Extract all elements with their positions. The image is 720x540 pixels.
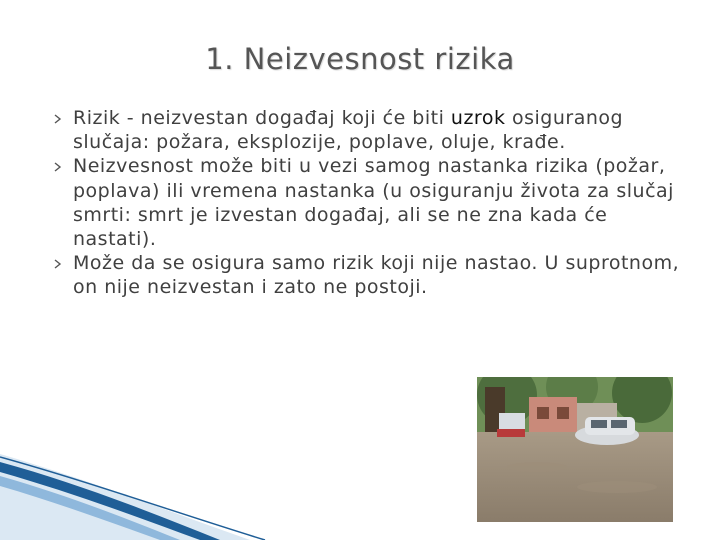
bullet-item-2 bbox=[50, 154, 690, 251]
bullet-list bbox=[50, 106, 690, 300]
bullet-arrow-icon bbox=[54, 114, 62, 124]
bullet-text: Neizvesnost može biti u vezi samog nastanka rizika (požar, poplava) ili vremena nastanka (u osiguranju života za slučaj smrti: smrt je izvestan događaj, ali se ne zna kada će nastati). bbox=[73, 155, 674, 251]
flood-photo bbox=[477, 377, 673, 522]
bullet-item-3 bbox=[50, 251, 690, 299]
bullet-text-start: Rizik - neizvestan događaj koji će biti bbox=[73, 107, 451, 129]
bullet-text-end: osiguranog slučaja: požara, eksplozije, poplave, oluje, krađe. bbox=[73, 107, 624, 154]
bullet-arrow-icon bbox=[54, 162, 62, 172]
bullet-text: Može da se osigura samo rizik koji nije nastao. U suprotnom, on nije neizvestan i zato ne postoji. bbox=[73, 252, 680, 299]
bullet-arrow-icon bbox=[54, 259, 62, 269]
bullet-item-1 bbox=[50, 106, 690, 154]
slide-title: 1. Neizvesnost rizika bbox=[205, 42, 515, 76]
bullet-highlight-word: uzrok bbox=[450, 107, 506, 129]
